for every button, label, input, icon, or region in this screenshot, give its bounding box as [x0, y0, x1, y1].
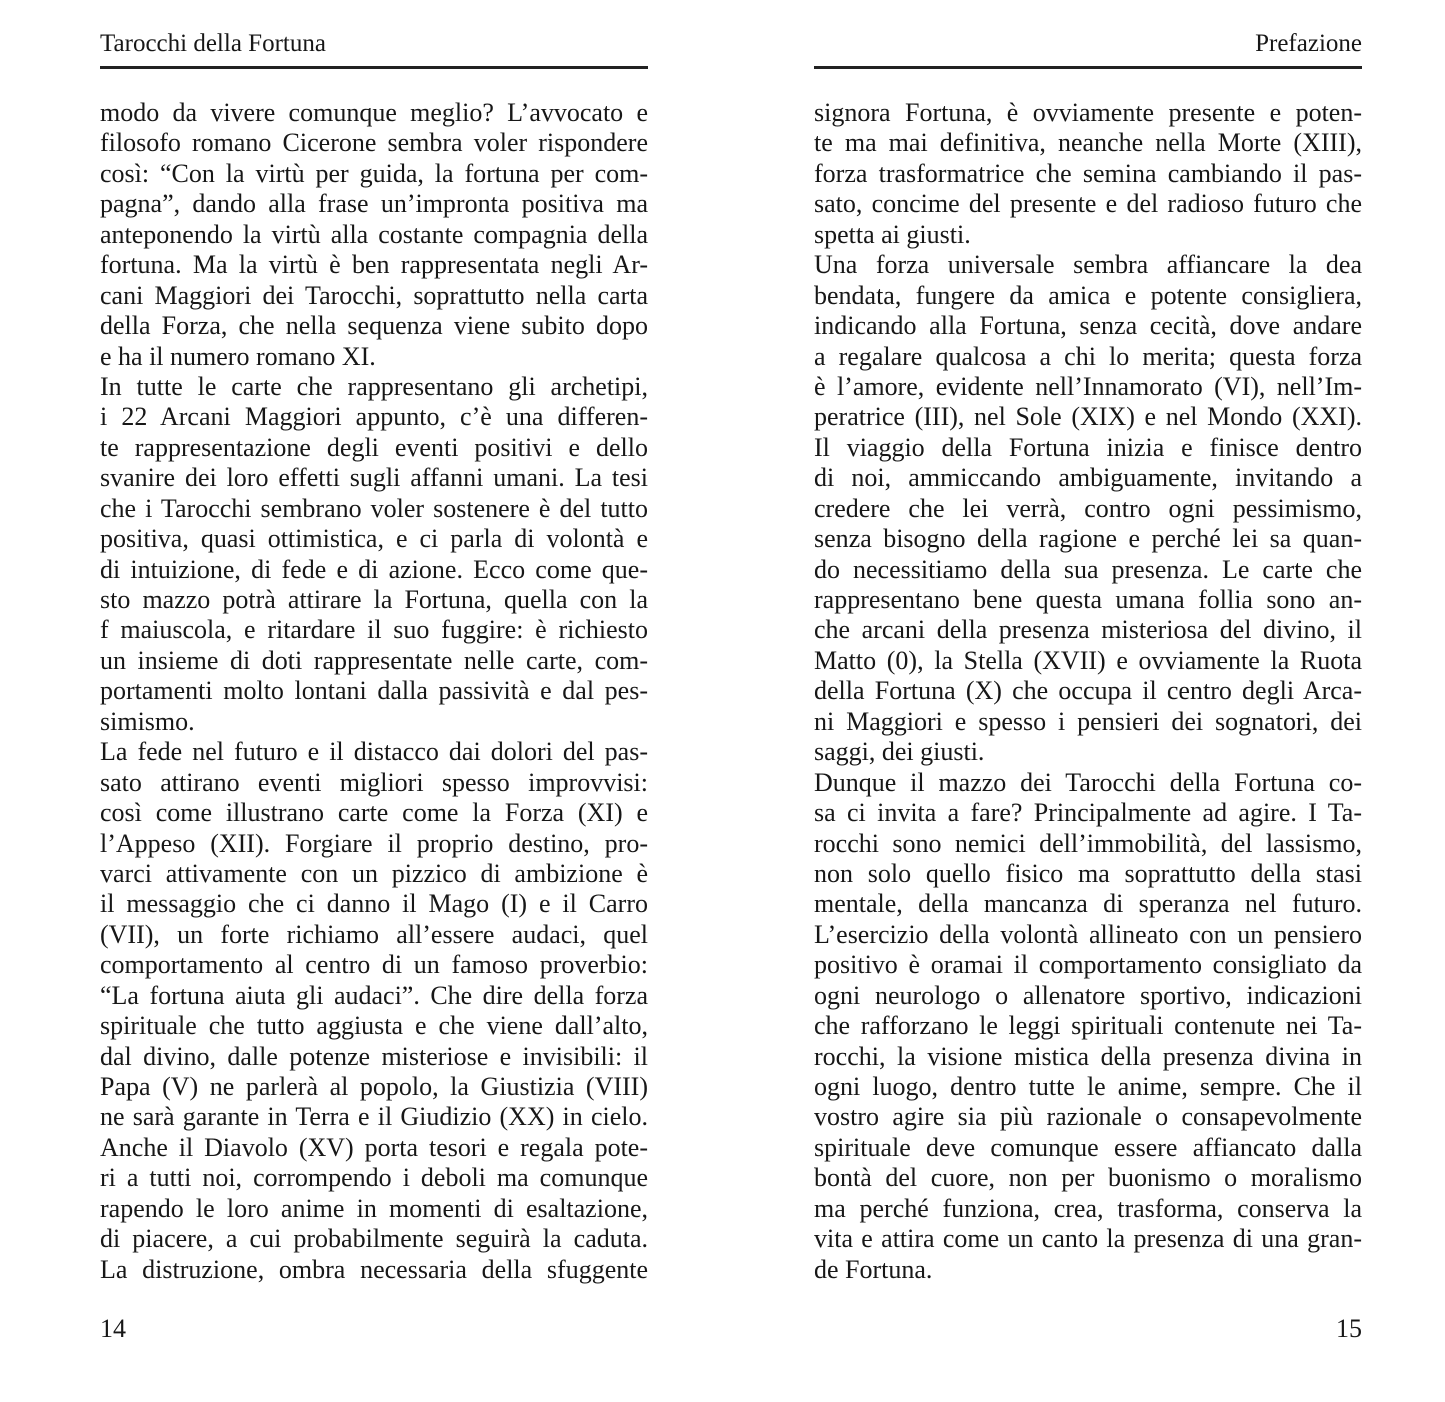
text-line: forza trasformatrice che semina cambiando il pas-: [814, 158, 1362, 188]
text-line: della Fortuna (X) che occupa il centro degli Arca-: [814, 676, 1362, 706]
page-body-right: [814, 98, 1362, 1285]
text-line: sto mazzo potrà attirare la Fortuna, quella con la: [100, 585, 648, 614]
text-line: positiva, quasi ottimistica, e ci parla di volontà e: [100, 524, 648, 554]
text-line: di intuizione, di fede e di azione. Ecco come que-: [100, 554, 648, 584]
text-line: sato attirano eventi migliori spesso improvvisi:: [100, 767, 648, 797]
running-header-left: Tarocchi della Fortuna: [100, 30, 326, 57]
text-line: Una forza universale sembra affiancare la dea: [814, 250, 1362, 280]
text-line: L’esercizio della volontà allineato con un pensiero: [814, 919, 1362, 949]
text-line: bontà del cuore, non per buonismo o moralismo: [814, 1163, 1362, 1193]
text-line: senza bisogno della ragione e perché lei sa quan-: [814, 524, 1362, 554]
text-line: ogni neurologo o allenatore sportivo, indicazioni: [814, 980, 1362, 1010]
page-number-right: 15: [1336, 1314, 1362, 1343]
page-number-left: 14: [100, 1314, 126, 1343]
text-line: rocchi, la visione mistica della presenza divina in: [814, 1041, 1362, 1071]
text-line: spetta ai giusti.: [814, 219, 971, 249]
text-line: de Fortuna.: [814, 1254, 933, 1284]
text-line: ri a tutti noi, corrompendo i deboli ma comunque: [100, 1163, 648, 1193]
text-line: ma perché funziona, crea, trasforma, conserva la: [814, 1193, 1362, 1223]
text-line: saggi, dei giusti.: [814, 737, 985, 767]
text-line: fortuna. Ma la virtù è ben rappresentata negli Ar-: [100, 250, 648, 280]
text-line: te rappresentazione degli eventi positivi e dello: [100, 432, 648, 462]
text-line: portamenti molto lontani dalla passività e dal pes-: [100, 676, 648, 706]
text-line: un insieme di doti rappresentate nelle carte, com-: [100, 645, 648, 675]
text-line: do necessitiamo della sua presenza. Le carte che: [814, 554, 1362, 584]
text-line: non solo quello fisico ma soprattutto della stasi: [814, 858, 1362, 888]
text-line: peratrice (III), nel Sole (XIX) e nel Mondo (XXI).: [814, 402, 1362, 432]
running-header-right: Prefazione: [1255, 30, 1362, 57]
text-line: così: “Con la virtù per guida, la fortuna per com-: [100, 158, 648, 188]
text-line: rapendo le loro anime in momenti di esaltazione,: [100, 1193, 648, 1223]
text-line: simismo.: [100, 706, 195, 736]
text-line: e ha il numero romano XI.: [100, 341, 376, 371]
text-line: signora Fortuna, è ovviamente presente e poten-: [814, 98, 1362, 127]
text-line: bendata, fungere da amica e potente consigliera,: [814, 280, 1362, 310]
text-line: comportamento al centro di un famoso proverbio:: [100, 950, 648, 980]
text-line: Il viaggio della Fortuna inizia e finisce dentro: [814, 432, 1362, 462]
text-line: Papa (V) ne parlerà al popolo, la Giustizia (VIII): [100, 1072, 648, 1101]
text-line: La distruzione, ombra necessaria della sfuggente: [100, 1254, 648, 1284]
text-line: a regalare qualcosa a chi lo merita; questa forza: [814, 341, 1362, 371]
text-line: varci attivamente con un pizzico di ambizione è: [100, 858, 648, 888]
text-line: vostro agire sia più razionale o consapevolmente: [814, 1102, 1362, 1132]
text-line: che i Tarocchi sembrano voler sostenere è del tutto: [100, 493, 648, 523]
text-line: della Forza, che nella sequenza viene subito dopo: [100, 311, 648, 341]
page-left: [100, 0, 648, 1402]
text-line: vita e attira come un canto la presenza di una gran-: [814, 1224, 1362, 1254]
text-line: filosofo romano Cicerone sembra voler rispondere: [100, 128, 648, 158]
text-line: il messaggio che ci danno il Mago (I) e il Carro: [100, 889, 648, 919]
header-rule-left: [100, 66, 648, 69]
text-line: sato, concime del presente e del radioso futuro che: [814, 189, 1362, 219]
text-line: f maiuscola, e ritardare il suo fuggire: è richiesto: [100, 615, 648, 645]
text-line: anteponendo la virtù alla costante compagnia della: [100, 219, 648, 249]
text-line: sa ci invita a fare? Principalmente ad agire. I Ta-: [814, 798, 1362, 828]
text-line: pagna”, dando alla frase un’impronta positiva ma: [100, 189, 648, 219]
text-line: spirituale deve comunque essere affiancato dalla: [814, 1132, 1362, 1162]
text-line: rocchi sono nemici dell’immobilità, del lassismo,: [814, 828, 1362, 858]
text-line: Anche il Diavolo (XV) porta tesori e regala pote-: [100, 1132, 648, 1162]
text-line: credere che lei verrà, contro ogni pessimismo,: [814, 493, 1362, 523]
text-line: è l’amore, evidente nell’Innamorato (VI), nell’Im-: [814, 371, 1362, 401]
text-line: positivo è oramai il comportamento consigliato da: [814, 950, 1362, 980]
text-line: La fede nel futuro e il distacco dai dolori del pas-: [100, 737, 648, 767]
text-line: ogni luogo, dentro tutte le anime, sempre. Che il: [814, 1072, 1362, 1101]
text-line: “La fortuna aiuta gli audaci”. Che dire della forza: [100, 980, 648, 1010]
text-line: indicando alla Fortuna, senza cecità, dove andare: [814, 311, 1362, 341]
text-line: te ma mai definitiva, neanche nella Morte (XIII),: [814, 128, 1362, 158]
text-line: dal divino, dalle potenze misteriose e invisibili: il: [100, 1041, 648, 1071]
text-line: l’Appeso (XII). Forgiare il proprio destino, pro-: [100, 828, 648, 858]
text-line: modo da vivere comunque meglio? L’avvocato e: [100, 98, 648, 127]
text-line: mentale, della mancanza di speranza nel futuro.: [814, 889, 1362, 919]
text-line: svanire dei loro effetti sugli affanni umani. La tesi: [100, 463, 648, 493]
page-right: [814, 0, 1362, 1402]
text-line: (VII), un forte richiamo all’essere audaci, quel: [100, 919, 648, 949]
text-line: ni Maggiori e spesso i pensieri dei sognatori, dei: [814, 706, 1362, 736]
text-line: così come illustrano carte come la Forza (XI) e: [100, 798, 648, 828]
header-rule-right: [814, 66, 1362, 69]
text-line: spirituale che tutto aggiusta e che viene dall’alto,: [100, 1011, 648, 1041]
text-line: di piacere, a cui probabilmente seguirà la caduta.: [100, 1224, 648, 1254]
page-body-left: [100, 98, 648, 1285]
text-line: che rafforzano le leggi spirituali contenute nei Ta-: [814, 1011, 1362, 1041]
text-line: i 22 Arcani Maggiori appunto, c’è una differen-: [100, 402, 648, 432]
text-line: che arcani della presenza misteriosa del divino, il: [814, 615, 1362, 645]
text-line: Matto (0), la Stella (XVII) e ovviamente la Ruota: [814, 645, 1362, 675]
text-line: rappresentano bene questa umana follia sono an-: [814, 585, 1362, 614]
text-line: Dunque il mazzo dei Tarocchi della Fortuna co-: [814, 767, 1362, 797]
text-line: In tutte le carte che rappresentano gli archetipi,: [100, 371, 648, 401]
text-line: di noi, ammiccando ambiguamente, invitando a: [814, 463, 1362, 493]
text-line: ne sarà garante in Terra e il Giudizio (XX) in cielo.: [100, 1102, 648, 1132]
text-line: cani Maggiori dei Tarocchi, soprattutto nella carta: [100, 280, 648, 310]
